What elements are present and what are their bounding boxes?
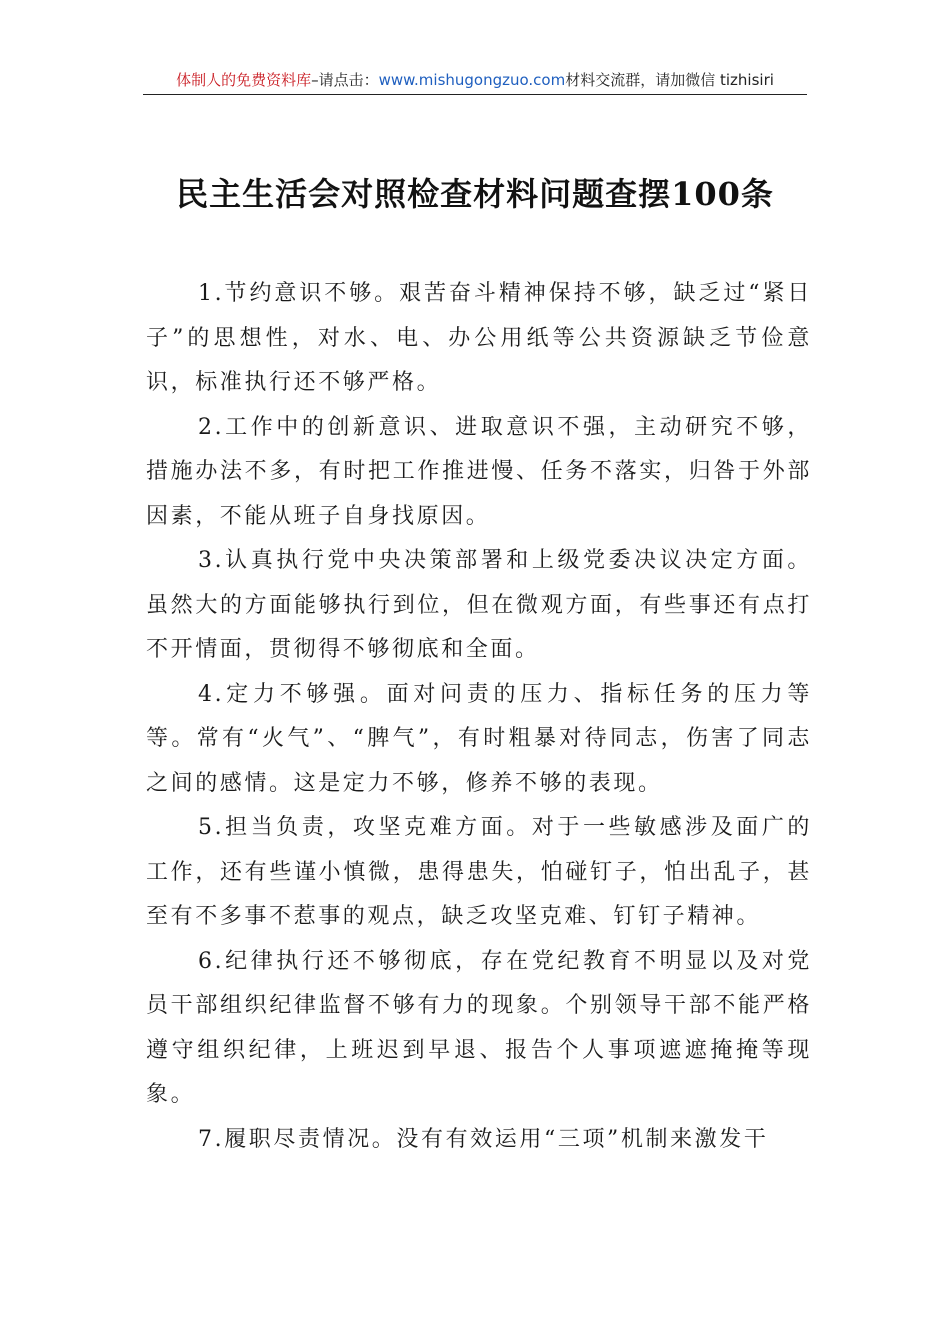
document-body [146,272,812,1162]
paragraph-3: 3.认真执行党中央决策部署和上级党委决议决定方面。虽然大的方面能够执行到位，但在微观方面，有些事还有点打不开情面，贯彻得不够彻底和全面。 [146,548,812,662]
header-suffix: 材料交流群，请加微信 tizhisiri [565,71,774,89]
header-link[interactable]: www.mishugongzuo.com [378,71,566,89]
paragraph-7: 7.履职尽责情况。没有有效运用“三项”机制来激发干 [198,1126,769,1152]
paragraph-4: 4.定力不够强。面对问责的压力、指标任务的压力等等。常有“火气”、“脾气”，有时粗暴对待同志，伤害了同志之间的感情。这是定力不够，修养不够的表现。 [146,681,812,796]
paragraph-6: 6.纪律执行还不够彻底，存在党纪教育不明显以及对党员干部组织纪律监督不够有力的现象。个别领导干部不能严格遵守组织纪律，上班迟到早退、报告个人事项遮遮掩掩等现象。 [146,948,812,1107]
document-title: 民主生活会对照检查材料问题查摆100条 [176,175,774,213]
page-header [143,66,807,95]
header-site-name: 体制人的免费资料库 [176,71,312,89]
paragraph-1: 1.节约意识不够。艰苦奋斗精神保持不够，缺乏过“紧日子”的思想性，对水、电、办公用纸等公共资源缺乏节俭意识，标准执行还不够严格。 [146,281,812,395]
paragraph-5: 5.担当负责，攻坚克难方面。对于一些敏感涉及面广的工作，还有些谨小慎微，患得患失，怕碰钉子，怕出乱子，甚至有不多事不惹事的观点，缺乏攻坚克难、钉钉子精神。 [146,815,812,929]
paragraph-2: 2.工作中的创新意识、进取意识不强，主动研究不够，措施办法不多，有时把工作推进慢、任务不落实，归咎于外部因素，不能从班子自身找原因。 [146,414,812,529]
header-prompt: –请点击： [311,71,379,89]
